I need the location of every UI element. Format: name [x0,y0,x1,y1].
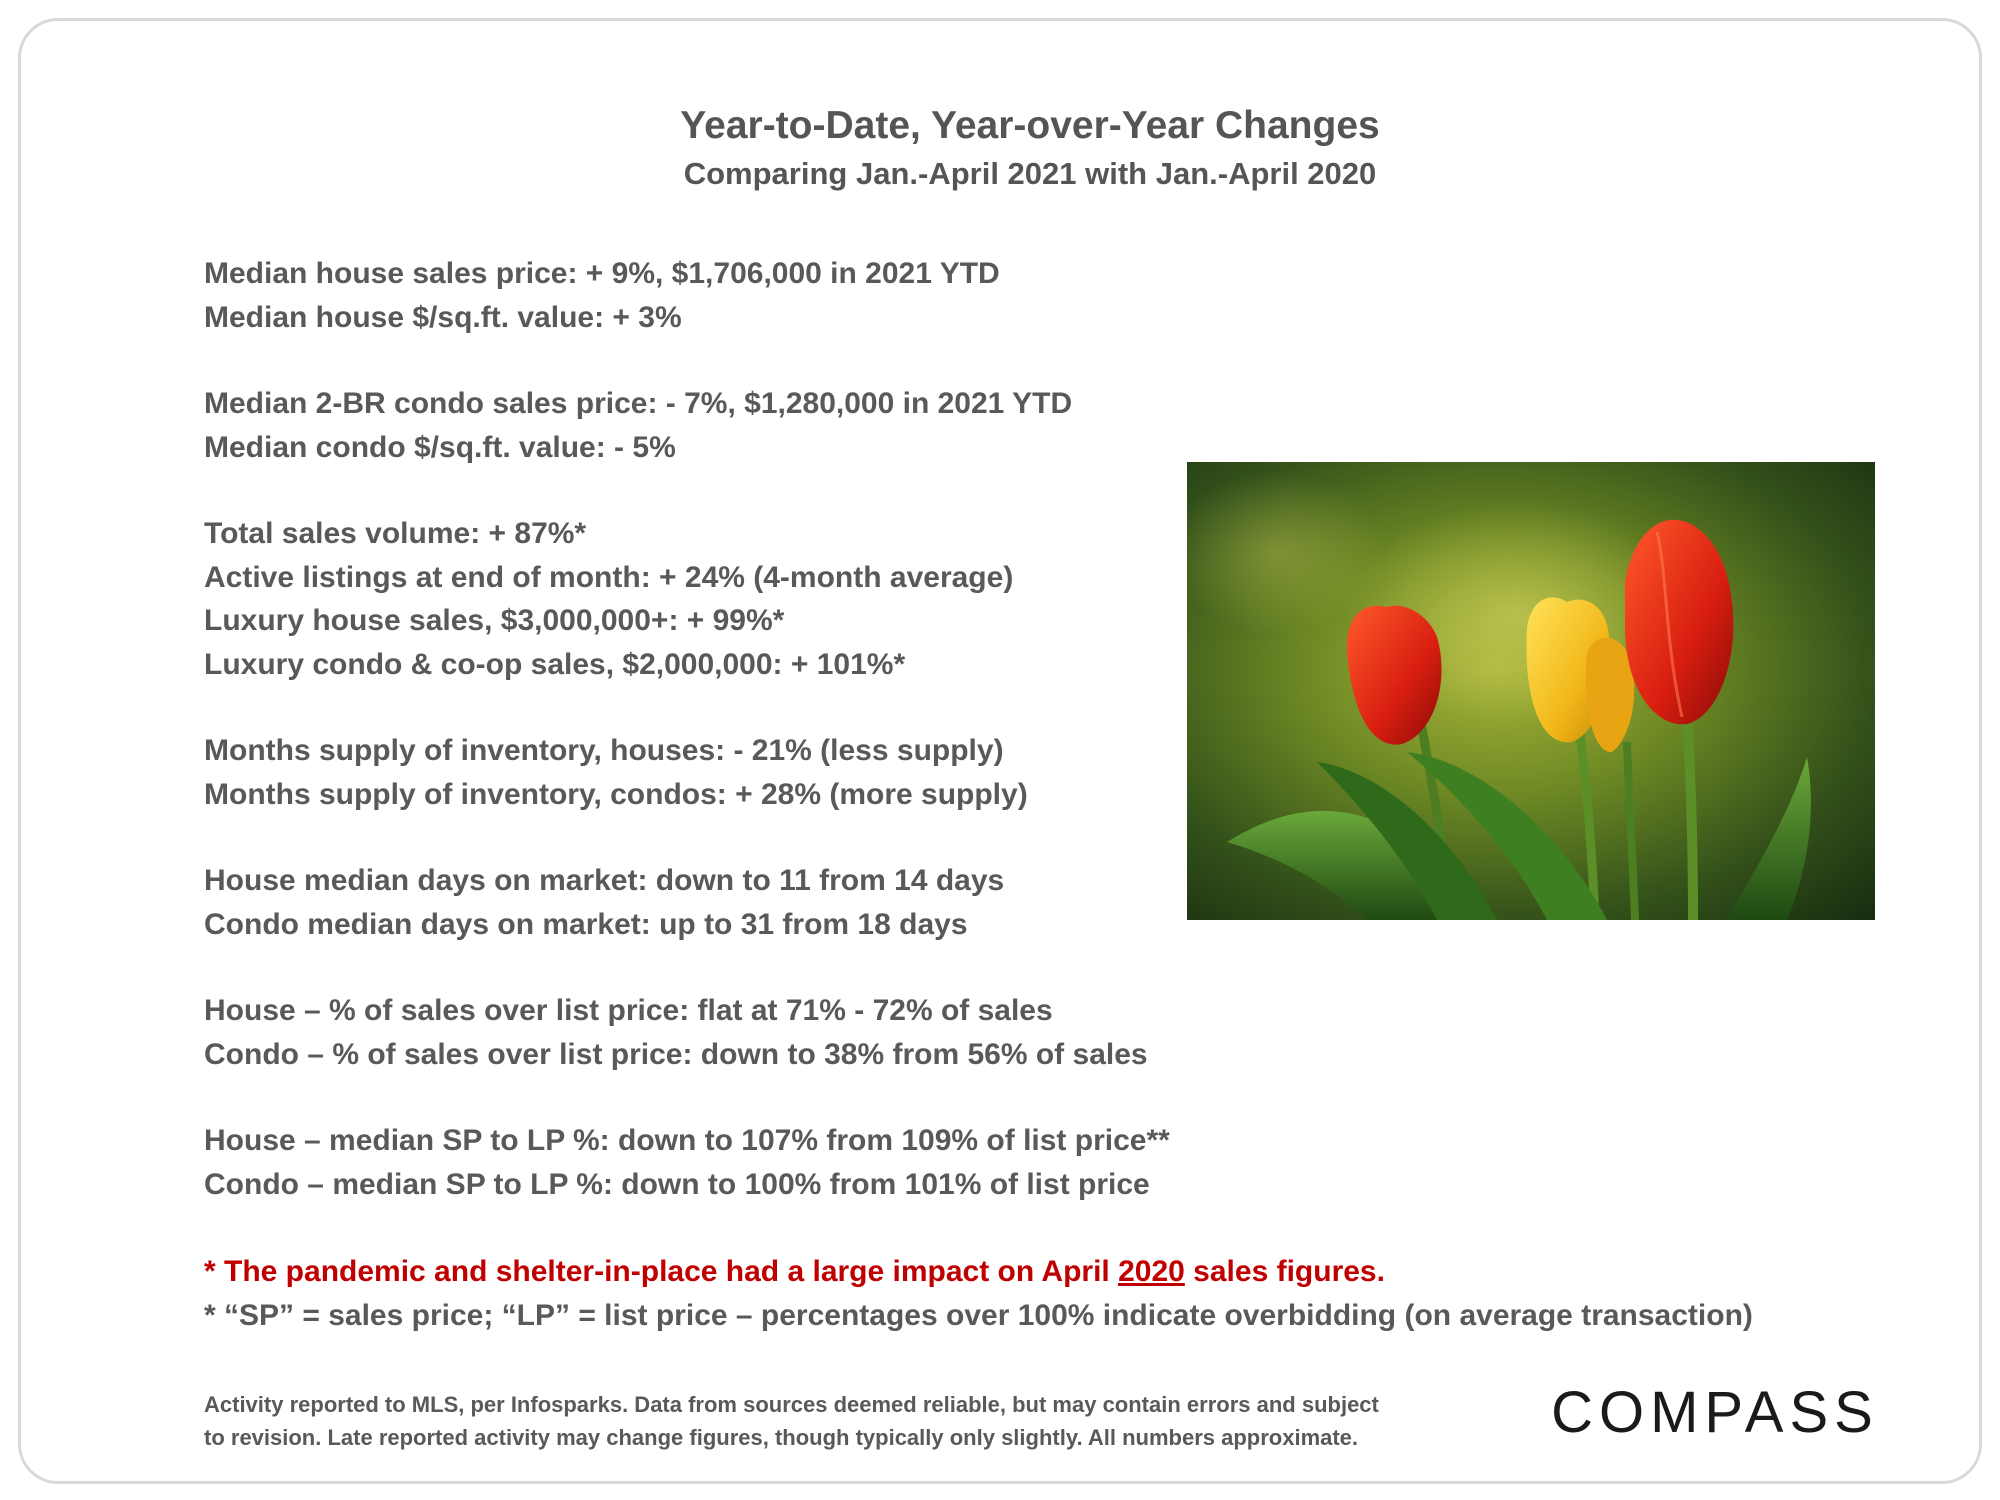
stat-line: House – % of sales over list price: flat at 71% - 72% of sales [204,994,1053,1027]
stat-line: Condo – median SP to LP %: down to 100% from 101% of list price [204,1167,1150,1201]
footnotes [204,1250,1844,1337]
stat-line: Months supply of inventory, houses: - 21% (less supply) [204,734,1004,767]
stat-line: Condo median days on market: up to 31 from 18 days [204,907,968,941]
pandemic-note [204,1250,1844,1294]
page-subtitle: Comparing Jan.-April 2021 with Jan.-April 2020 [683,156,1377,191]
stat-line: Luxury house sales, $3,000,000+: + 99%* [204,604,785,637]
stat-line: Median condo $/sq.ft. value: - 5% [204,430,676,464]
disclaimer-line-2: to revision. Late reported activity may change figures, though typically only slightly. All numbers approximate. [204,1425,1359,1450]
stat-line: Luxury condo & co-op sales, $2,000,000: + 101%* [204,647,906,681]
pandemic-note-before: * The pandemic and shelter-in-place had a large impact on April [204,1255,1119,1288]
disclaimer [204,1388,1524,1454]
tulips-photo [1187,462,1875,920]
pandemic-note-after: sales figures. [1184,1255,1385,1288]
disclaimer-line-1: Activity reported to MLS, per Infosparks. Data from sources deemed reliable, but may contain errors and subject [204,1392,1379,1417]
stat-line: Median 2-BR condo sales price: - 7%, $1,280,000 in 2021 YTD [204,387,1073,420]
stat-group-sp-to-lp [204,1119,1684,1206]
stat-line: House – median SP to LP %: down to 107% from 109% of list price** [204,1124,1170,1157]
compass-logo [1530,1376,1900,1446]
compass-logo-text: COMPASS [1551,1380,1879,1445]
stat-line: Active listings at end of month: + 24% (4-month average) [204,560,1014,594]
stat-group-over-list [204,989,1684,1076]
stat-line: Median house sales price: + 9%, $1,706,000 in 2021 YTD [204,257,1000,290]
stat-group-condo-price [204,382,1684,469]
stat-group-house-price [204,252,1684,339]
sp-lp-note: * “SP” = sales price; “LP” = list price – percentages over 100% indicate overbidding (on average transaction) [204,1298,1753,1332]
tulips-illustration [1187,462,1875,920]
page-title: Year-to-Date, Year-over-Year Changes [680,104,1380,147]
stat-line: Condo – % of sales over list price: down to 38% from 56% of sales [204,1037,1148,1071]
stat-line: Median house $/sq.ft. value: + 3% [204,300,682,334]
stat-line: Months supply of inventory, condos: + 28% (more supply) [204,777,1028,811]
stat-line: Total sales volume: + 87%* [204,517,587,550]
stat-line: House median days on market: down to 11 from 14 days [204,864,1005,897]
pandemic-note-year: 2020 [1118,1255,1185,1288]
